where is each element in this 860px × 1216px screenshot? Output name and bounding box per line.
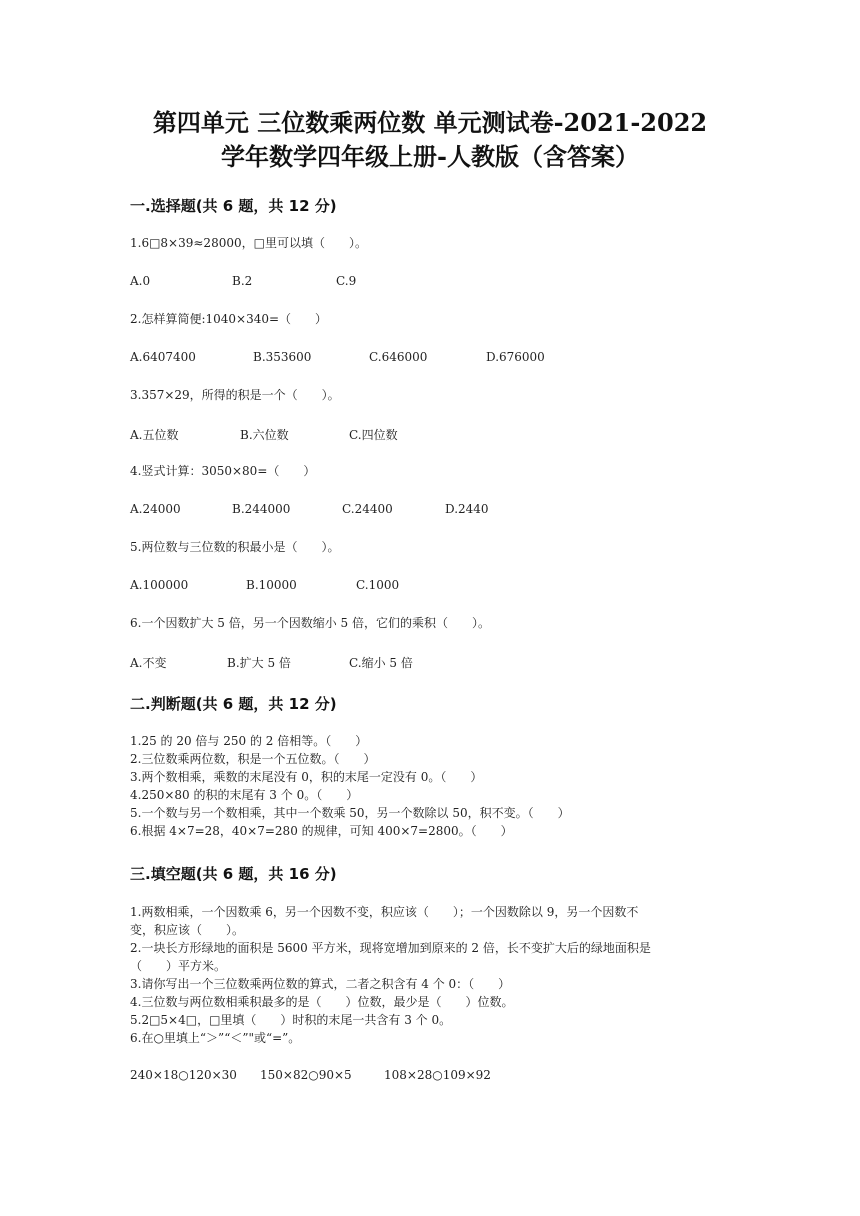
question-1-3: 3.357×29，所得的积是一个（ ）。 xyxy=(130,388,340,402)
question-1-6: 6.一个因数扩大 5 倍，另一个因数缩小 5 倍，它们的乘积（ ）。 xyxy=(130,616,490,630)
compare-expression-2: 150×82○90×5 xyxy=(260,1068,352,1082)
compare-expression-1: 240×18○120×30 xyxy=(130,1068,237,1082)
title-line-1: 第四单元 三位数乘两位数 单元测试卷-2021-2022 xyxy=(152,108,708,137)
question-1-4: 4.竖式计算：3050×80=（ ） xyxy=(130,464,316,478)
section-3-heading: 三.填空题(共 6 题，共 16 分) xyxy=(130,865,337,883)
option-1-2-b: B.353600 xyxy=(253,350,312,364)
judge-item-5: 5.一个数与另一个数相乘，其中一个数乘 50，另一个数除以 50，积不变。（ ） xyxy=(130,806,570,820)
option-1-3-b: B.六位数 xyxy=(240,428,289,442)
option-1-4-b: B.244000 xyxy=(232,502,291,516)
fill-line-2: 变，积应该（ ）。 xyxy=(130,923,245,937)
judge-item-4: 4.250×80 的积的末尾有 3 个 0。（ ） xyxy=(130,788,359,802)
option-1-6-a: A.不变 xyxy=(130,656,167,670)
compare-expression-3: 108×28○109×92 xyxy=(384,1068,491,1082)
option-1-1-c: C.9 xyxy=(336,274,357,288)
option-1-5-a: A.100000 xyxy=(130,578,189,592)
judge-item-6: 6.根据 4×7=28，40×7=280 的规律，可知 400×7=2800。（ ） xyxy=(130,824,513,838)
fill-line-7: 5.2□5×4□，□里填（ ）时积的末尾一共含有 3 个 0。 xyxy=(130,1013,452,1027)
fill-line-5: 3.请你写出一个三位数乘两位数的算式，二者之积含有 4 个 0：（ ） xyxy=(130,977,511,991)
judge-item-3: 3.两个数相乘，乘数的末尾没有 0，积的末尾一定没有 0。（ ） xyxy=(130,770,483,784)
option-1-3-a: A.五位数 xyxy=(130,428,179,442)
option-1-6-b: B.扩大 5 倍 xyxy=(227,656,291,670)
option-1-2-c: C.646000 xyxy=(369,350,428,364)
question-1-2: 2.怎样算简便:1040×340=（ ） xyxy=(130,312,328,326)
option-1-2-d: D.676000 xyxy=(486,350,545,364)
fill-line-3: 2.一块长方形绿地的面积是 5600 平方米，现将宽增加到原来的 2 倍，长不变扩大后的绿地面积是 xyxy=(130,941,651,955)
option-1-2-a: A.6407400 xyxy=(130,350,196,364)
title-line-2: 学年数学四年级上册-人教版（含答案） xyxy=(221,142,639,171)
fill-line-8: 6.在○里填上“＞”“＜”"或“=”。 xyxy=(130,1031,301,1045)
option-1-3-c: C.四位数 xyxy=(349,428,398,442)
option-1-4-d: D.2440 xyxy=(445,502,489,516)
option-1-4-a: A.24000 xyxy=(130,502,181,516)
option-1-5-b: B.10000 xyxy=(246,578,297,592)
judge-item-1: 1.25 的 20 倍与 250 的 2 倍相等。（ ） xyxy=(130,734,368,748)
option-1-6-c: C.缩小 5 倍 xyxy=(349,656,413,670)
question-1-1: 1.6□8×39≈28000，□里可以填（ ）。 xyxy=(130,236,367,250)
fill-line-6: 4.三位数与两位数相乘积最多的是（ ）位数，最少是（ ）位数。 xyxy=(130,995,514,1009)
section-1-heading: 一.选择题(共 6 题，共 12 分) xyxy=(130,197,337,215)
section-2-heading: 二.判断题(共 6 题，共 12 分) xyxy=(130,695,337,713)
fill-line-4: （ ）平方米。 xyxy=(130,959,227,973)
option-1-5-c: C.1000 xyxy=(356,578,400,592)
question-1-5: 5.两位数与三位数的积最小是（ ）。 xyxy=(130,540,340,554)
fill-line-1: 1.两数相乘，一个因数乘 6，另一个因数不变，积应该（ ）；一个因数除以 9，另一个因数不 xyxy=(130,905,639,919)
option-1-4-c: C.24400 xyxy=(342,502,393,516)
judge-item-2: 2.三位数乘两位数，积是一个五位数。（ ） xyxy=(130,752,376,766)
option-1-1-b: B.2 xyxy=(232,274,253,288)
option-1-1-a: A.0 xyxy=(130,274,151,288)
